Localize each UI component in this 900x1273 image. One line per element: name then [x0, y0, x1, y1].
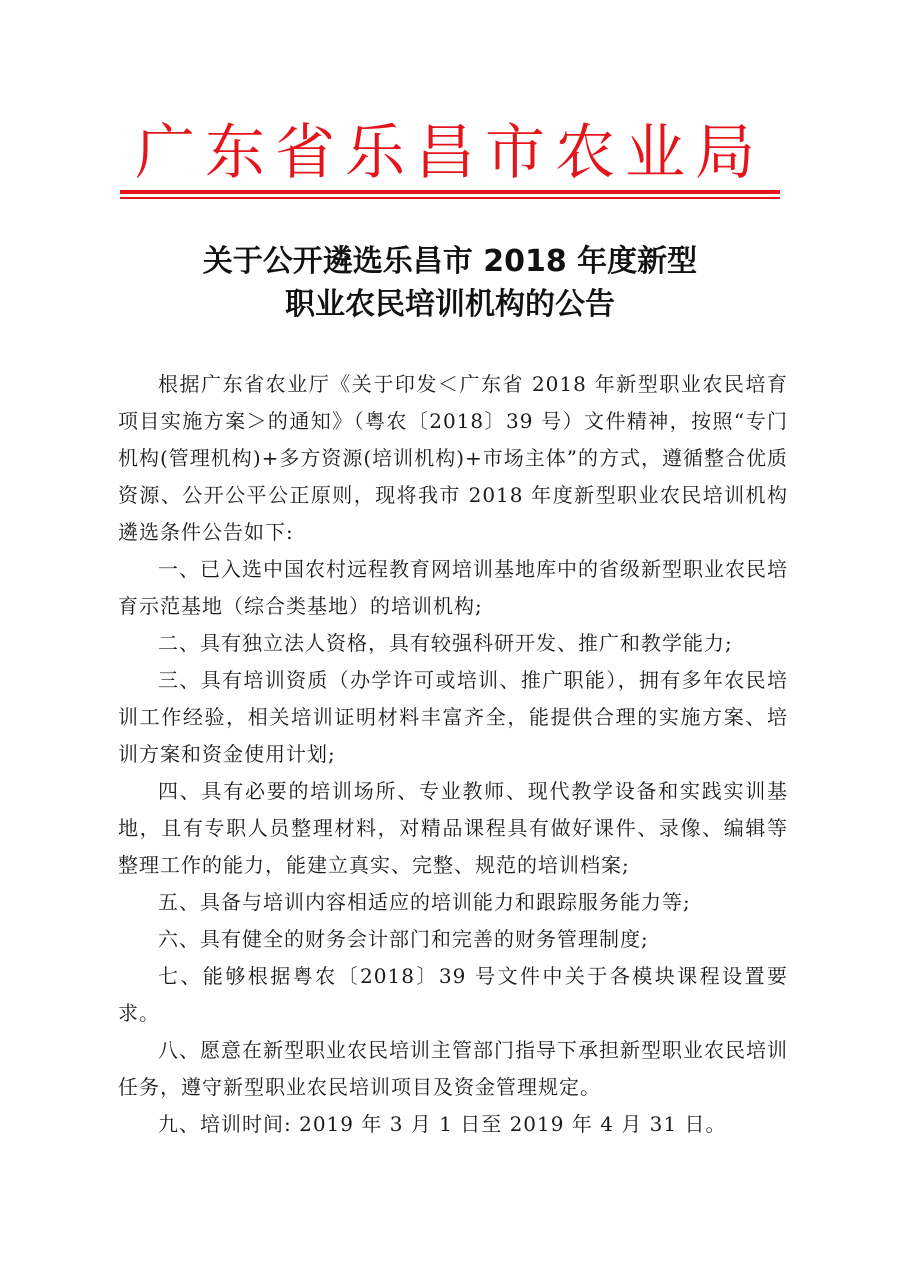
letterhead-red-rule-thin — [120, 197, 780, 199]
body-paragraph-intro: 根据广东省农业厅《关于印发＜广东省 2018 年新型职业农民培育项目实施方案＞的通知》（粤农〔2018〕39 号）文件精神，按照“专门机构(管理机构)+多方资源(培训机构)+市场主体”的方式，遵循整合优质资源、公开公平公正原则，现将我市 2018 年度新型职业农民培训机构遴选条件公告如下: — [118, 372, 788, 544]
body-paragraph-item-3: 三、具有培训资质（办学许可或培训、推广职能），拥有多年农民培训工作经验，相关培训证明材料丰富齐全，能提供合理的实施方案、培训方案和资金使用计划; — [118, 668, 788, 766]
body-paragraph-item-8: 八、愿意在新型职业农民培训主管部门指导下承担新型职业农民培训任务，遵守新型职业农民培训项目及资金管理规定。 — [118, 1038, 788, 1099]
body-paragraph-item-6: 六、具有健全的财务会计部门和完善的财务管理制度; — [158, 927, 649, 951]
body-paragraph-item-1: 一、已入选中国农村远程教育网培训基地库中的省级新型职业农民培育示范基地（综合类基地）的培训机构; — [118, 557, 788, 618]
letterhead-red-rule-thick — [120, 190, 780, 194]
body-paragraph-item-4: 四、具有必要的培训场所、专业教师、现代教学设备和实践实训基地，且有专职人员整理材料，对精品课程具有做好课件、录像、编辑等整理工作的能力，能建立真实、完整、规范的培训档案; — [118, 779, 788, 877]
document-title — [100, 240, 800, 326]
body-paragraph-item-2: 二、具有独立法人资格，具有较强科研开发、推广和教学能力; — [158, 631, 733, 655]
body-paragraph-item-5: 五、具备与培训内容相适应的培训能力和跟踪服务能力等; — [158, 890, 691, 914]
document-body — [118, 366, 788, 1143]
letterhead-org-name: 广东省乐昌市农业局 — [135, 118, 765, 188]
title-line-2: 职业农民培训机构的公告 — [285, 287, 615, 322]
body-paragraph-item-7: 七、能够根据粤农〔2018〕39 号文件中关于各模块课程设置要求。 — [118, 964, 788, 1025]
body-paragraph-item-9: 九、培训时间: 2019 年 3 月 1 日至 2019 年 4 月 31 日。 — [158, 1112, 727, 1136]
title-line-1: 关于公开遴选乐昌市 2018 年度新型 — [202, 244, 698, 279]
